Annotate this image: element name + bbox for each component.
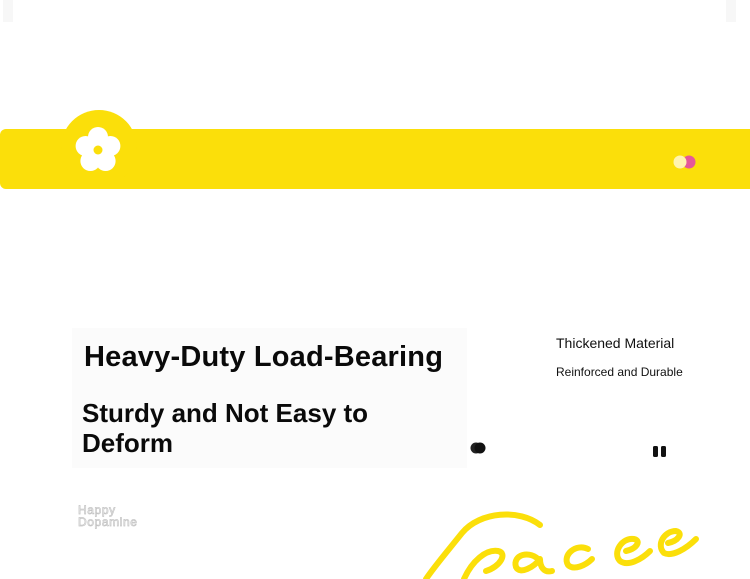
brand-logo (78, 502, 174, 530)
flower-icon[interactable] (74, 126, 122, 174)
feature-title: Thickened Material (556, 335, 675, 351)
page-title: Heavy-Duty Load-Bearing (84, 341, 444, 373)
brand-logo-line1: Happy (78, 503, 116, 517)
brand-logo-line2: Dopamine (78, 515, 138, 529)
pink-toggle-icon[interactable] (672, 154, 698, 170)
pause-icon[interactable] (652, 446, 668, 457)
scroll-dot-icon[interactable] (469, 441, 487, 455)
script-lettering (420, 505, 710, 579)
top-strip (3, 0, 736, 22)
top-strip-inner (13, 0, 726, 22)
page-subtitle: Sturdy and Not Easy to Deform (82, 398, 369, 458)
feature-subtitle: Reinforced and Durable (556, 365, 683, 379)
